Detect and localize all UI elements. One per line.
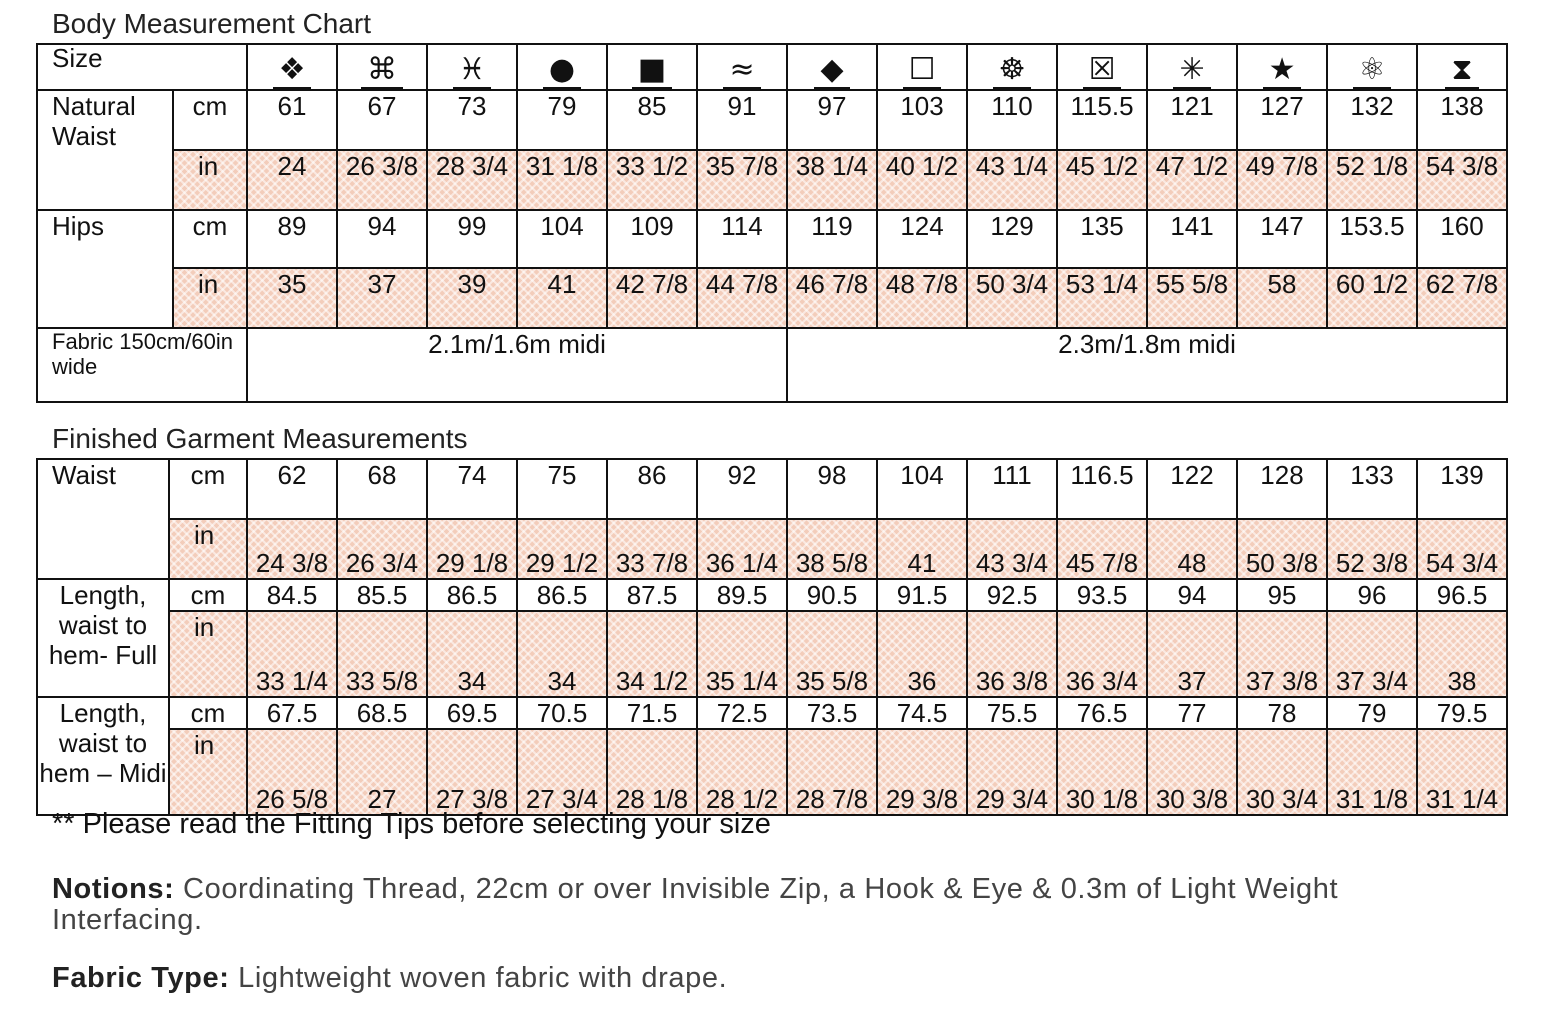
in-value: 41 (517, 268, 607, 328)
cm-value: 98 (787, 459, 877, 519)
cm-value: 73 (427, 90, 517, 150)
cm-value: 93.5 (1057, 579, 1147, 611)
in-value: 54 3/8 (1417, 150, 1507, 210)
measurement-label: Hips (37, 210, 173, 328)
unit-cm-label: cm (169, 697, 247, 729)
cm-value: 147 (1237, 210, 1327, 268)
size-cell (427, 44, 517, 90)
in-value: 48 7/8 (877, 268, 967, 328)
measurement-label: Length, waist to hem- Full (37, 579, 169, 697)
cm-value: 84.5 (247, 579, 337, 611)
cm-value: 92 (697, 459, 787, 519)
cm-value: 85 (607, 90, 697, 150)
cm-value: 116.5 (1057, 459, 1147, 519)
in-value: 43 3/4 (967, 519, 1057, 579)
cm-value: 89 (247, 210, 337, 268)
in-value: 60 1/2 (1327, 268, 1417, 328)
unit-cm-label: cm (173, 210, 247, 268)
cm-value: 133 (1327, 459, 1417, 519)
in-value: 47 1/2 (1147, 150, 1237, 210)
in-value: 27 3/4 (517, 729, 607, 815)
cm-value: 69.5 (427, 697, 517, 729)
cm-value: 127 (1237, 90, 1327, 150)
measurement-row-in (37, 268, 1507, 328)
in-value: 50 3/4 (967, 268, 1057, 328)
in-value: 35 1/4 (697, 611, 787, 697)
cm-value: 94 (337, 210, 427, 268)
open-square-icon: ☐ (903, 53, 942, 89)
unit-cm-label: cm (169, 579, 247, 611)
cm-value: 153.5 (1327, 210, 1417, 268)
cm-value: 132 (1327, 90, 1417, 150)
size-cell (607, 44, 697, 90)
size-label: Size (37, 44, 247, 90)
cm-value: 104 (877, 459, 967, 519)
cm-value: 135 (1057, 210, 1147, 268)
in-value: 58 (1237, 268, 1327, 328)
cm-value: 138 (1417, 90, 1507, 150)
circle-icon: ● (543, 53, 581, 89)
cm-value: 85.5 (337, 579, 427, 611)
in-value: 30 3/8 (1147, 729, 1237, 815)
pisces-icon: ♓ (453, 53, 492, 89)
notions-paragraph (52, 874, 1492, 936)
unit-cm-label: cm (169, 459, 247, 519)
fabric-label: Fabric 150cm/60in wide (37, 328, 247, 402)
measurement-row-cm (37, 697, 1507, 729)
in-value: 35 7/8 (697, 150, 787, 210)
cm-value: 122 (1147, 459, 1237, 519)
cm-value: 79 (1327, 697, 1417, 729)
measurement-row-in (37, 729, 1507, 815)
in-value: 36 3/4 (1057, 611, 1147, 697)
cm-value: 94 (1147, 579, 1237, 611)
size-cell (247, 44, 337, 90)
in-value: 41 (877, 519, 967, 579)
cm-value: 119 (787, 210, 877, 268)
in-value: 33 7/8 (607, 519, 697, 579)
size-cell (877, 44, 967, 90)
cm-value: 68.5 (337, 697, 427, 729)
cm-value: 79.5 (1417, 697, 1507, 729)
unit-in-label: in (169, 729, 247, 815)
in-value: 43 1/4 (967, 150, 1057, 210)
in-value: 30 3/4 (1237, 729, 1327, 815)
cm-value: 95 (1237, 579, 1327, 611)
in-value: 36 1/4 (697, 519, 787, 579)
in-value: 53 1/4 (1057, 268, 1147, 328)
in-value: 30 1/8 (1057, 729, 1147, 815)
in-value: 42 7/8 (607, 268, 697, 328)
cm-value: 103 (877, 90, 967, 150)
in-value: 39 (427, 268, 517, 328)
measurement-row-cm (37, 459, 1507, 519)
cm-value: 78 (1237, 697, 1327, 729)
size-cell (787, 44, 877, 90)
size-cell (967, 44, 1057, 90)
measurement-row-cm (37, 579, 1507, 611)
in-value: 29 1/8 (427, 519, 517, 579)
in-value: 27 3/8 (427, 729, 517, 815)
measurement-row-in (37, 611, 1507, 697)
size-header-row (37, 44, 1507, 90)
in-value: 46 7/8 (787, 268, 877, 328)
in-value: 34 1/2 (607, 611, 697, 697)
in-value: 28 1/2 (697, 729, 787, 815)
garment-measurement-table (36, 458, 1508, 816)
asterisk-icon: ✳ (1173, 53, 1210, 89)
cm-value: 139 (1417, 459, 1507, 519)
in-value: 49 7/8 (1237, 150, 1327, 210)
fitting-tips-note: ** Please read the Fitting Tips before selecting your size (52, 808, 771, 840)
hourglass-icon: ⧗ (1445, 53, 1478, 89)
in-value: 38 5/8 (787, 519, 877, 579)
in-value: 45 7/8 (1057, 519, 1147, 579)
helm-wheel-icon: ☸ (993, 53, 1032, 89)
fabric-type-text: Lightweight woven fabric with drape. (229, 962, 728, 994)
in-value: 52 3/8 (1327, 519, 1417, 579)
in-value: 26 3/4 (337, 519, 427, 579)
square-icon: ■ (632, 53, 672, 89)
waves-icon: ≈ (723, 53, 760, 89)
in-value: 62 7/8 (1417, 268, 1507, 328)
size-cell (1237, 44, 1327, 90)
in-value: 36 3/8 (967, 611, 1057, 697)
in-value: 26 3/8 (337, 150, 427, 210)
cm-value: 97 (787, 90, 877, 150)
cm-value: 109 (607, 210, 697, 268)
in-value: 35 5/8 (787, 611, 877, 697)
in-value: 31 1/8 (1327, 729, 1417, 815)
cm-value: 86 (607, 459, 697, 519)
boxed-x-icon: ☒ (1083, 53, 1122, 89)
cm-value: 115.5 (1057, 90, 1147, 150)
cm-value: 110 (967, 90, 1057, 150)
in-value: 38 1/4 (787, 150, 877, 210)
in-value: 52 1/8 (1327, 150, 1417, 210)
cm-value: 86.5 (517, 579, 607, 611)
size-cell (697, 44, 787, 90)
fabric-type-paragraph (52, 963, 727, 994)
cm-value: 91.5 (877, 579, 967, 611)
measurement-label: Waist (37, 459, 169, 579)
cm-value: 129 (967, 210, 1057, 268)
size-cell (1417, 44, 1507, 90)
garment-chart-title: Finished Garment Measurements (52, 423, 468, 454)
atom-icon: ⚛ (1353, 53, 1392, 89)
cm-value: 86.5 (427, 579, 517, 611)
notions-label: Notions: (52, 873, 175, 905)
cm-value: 99 (427, 210, 517, 268)
cm-value: 160 (1417, 210, 1507, 268)
in-value: 26 5/8 (247, 729, 337, 815)
notions-text: Coordinating Thread, 22cm or over Invisible Zip, a Hook & Eye & 0.3m of Light Weight Interfacing. (52, 873, 1339, 936)
cm-value: 128 (1237, 459, 1327, 519)
cm-value: 76.5 (1057, 697, 1147, 729)
in-value: 28 1/8 (607, 729, 697, 815)
cm-value: 96 (1327, 579, 1417, 611)
fabric-row (37, 328, 1507, 402)
cm-value: 68 (337, 459, 427, 519)
in-value: 36 (877, 611, 967, 697)
in-value: 48 (1147, 519, 1237, 579)
in-value: 44 7/8 (697, 268, 787, 328)
size-cell (337, 44, 427, 90)
in-value: 54 3/4 (1417, 519, 1507, 579)
cm-value: 67.5 (247, 697, 337, 729)
measurement-label: Natural Waist (37, 90, 173, 210)
in-value: 37 (337, 268, 427, 328)
in-value: 34 (427, 611, 517, 697)
fabric-amount-small-sizes: 2.1m/1.6m midi (247, 328, 787, 402)
cm-value: 90.5 (787, 579, 877, 611)
cm-value: 91 (697, 90, 787, 150)
unit-in-label: in (173, 150, 247, 210)
in-value: 35 (247, 268, 337, 328)
cm-value: 141 (1147, 210, 1237, 268)
cm-value: 111 (967, 459, 1057, 519)
size-cell (1147, 44, 1237, 90)
body-measurement-table (36, 43, 1508, 403)
in-value: 28 3/4 (427, 150, 517, 210)
cm-value: 87.5 (607, 579, 697, 611)
in-value: 50 3/8 (1237, 519, 1327, 579)
in-value: 34 (517, 611, 607, 697)
star-icon: ★ (1263, 53, 1302, 89)
in-value: 29 3/8 (877, 729, 967, 815)
in-value: 33 1/2 (607, 150, 697, 210)
in-value: 45 1/2 (1057, 150, 1147, 210)
size-cell (1057, 44, 1147, 90)
in-value: 33 5/8 (337, 611, 427, 697)
cm-value: 104 (517, 210, 607, 268)
fabric-type-label: Fabric Type: (52, 962, 230, 994)
cm-value: 114 (697, 210, 787, 268)
cm-value: 75.5 (967, 697, 1057, 729)
cm-value: 70.5 (517, 697, 607, 729)
in-value: 27 (337, 729, 427, 815)
cm-value: 92.5 (967, 579, 1057, 611)
four-diamond-icon: ❖ (273, 53, 312, 89)
cm-value: 61 (247, 90, 337, 150)
in-value: 29 3/4 (967, 729, 1057, 815)
in-value: 31 1/4 (1417, 729, 1507, 815)
unit-cm-label: cm (173, 90, 247, 150)
cm-value: 74 (427, 459, 517, 519)
in-value: 29 1/2 (517, 519, 607, 579)
measurement-label: Length, waist to hem – Midi (37, 697, 169, 815)
cm-value: 72.5 (697, 697, 787, 729)
unit-in-label: in (169, 519, 247, 579)
unit-in-label: in (169, 611, 247, 697)
in-value: 24 3/8 (247, 519, 337, 579)
cm-value: 71.5 (607, 697, 697, 729)
size-cell (517, 44, 607, 90)
cm-value: 96.5 (1417, 579, 1507, 611)
cm-value: 74.5 (877, 697, 967, 729)
cm-value: 75 (517, 459, 607, 519)
measurement-row-cm (37, 90, 1507, 150)
in-value: 31 1/8 (517, 150, 607, 210)
fabric-amount-large-sizes: 2.3m/1.8m midi (787, 328, 1507, 402)
in-value: 28 7/8 (787, 729, 877, 815)
size-cell (1327, 44, 1417, 90)
cm-value: 121 (1147, 90, 1237, 150)
diamond-icon: ◆ (814, 53, 849, 89)
cm-value: 62 (247, 459, 337, 519)
measurement-row-in (37, 519, 1507, 579)
cm-value: 67 (337, 90, 427, 150)
cm-value: 79 (517, 90, 607, 150)
in-value: 37 3/4 (1327, 611, 1417, 697)
measurement-row-in (37, 150, 1507, 210)
measurement-row-cm (37, 210, 1507, 268)
cm-value: 89.5 (697, 579, 787, 611)
in-value: 33 1/4 (247, 611, 337, 697)
in-value: 55 5/8 (1147, 268, 1237, 328)
cm-value: 124 (877, 210, 967, 268)
in-value: 38 (1417, 611, 1507, 697)
in-value: 37 3/8 (1237, 611, 1327, 697)
in-value: 40 1/2 (877, 150, 967, 210)
in-value: 24 (247, 150, 337, 210)
cm-value: 73.5 (787, 697, 877, 729)
command-icon: ⌘ (361, 53, 403, 89)
unit-in-label: in (173, 268, 247, 328)
cm-value: 77 (1147, 697, 1237, 729)
body-chart-title: Body Measurement Chart (52, 8, 372, 39)
in-value: 37 (1147, 611, 1237, 697)
